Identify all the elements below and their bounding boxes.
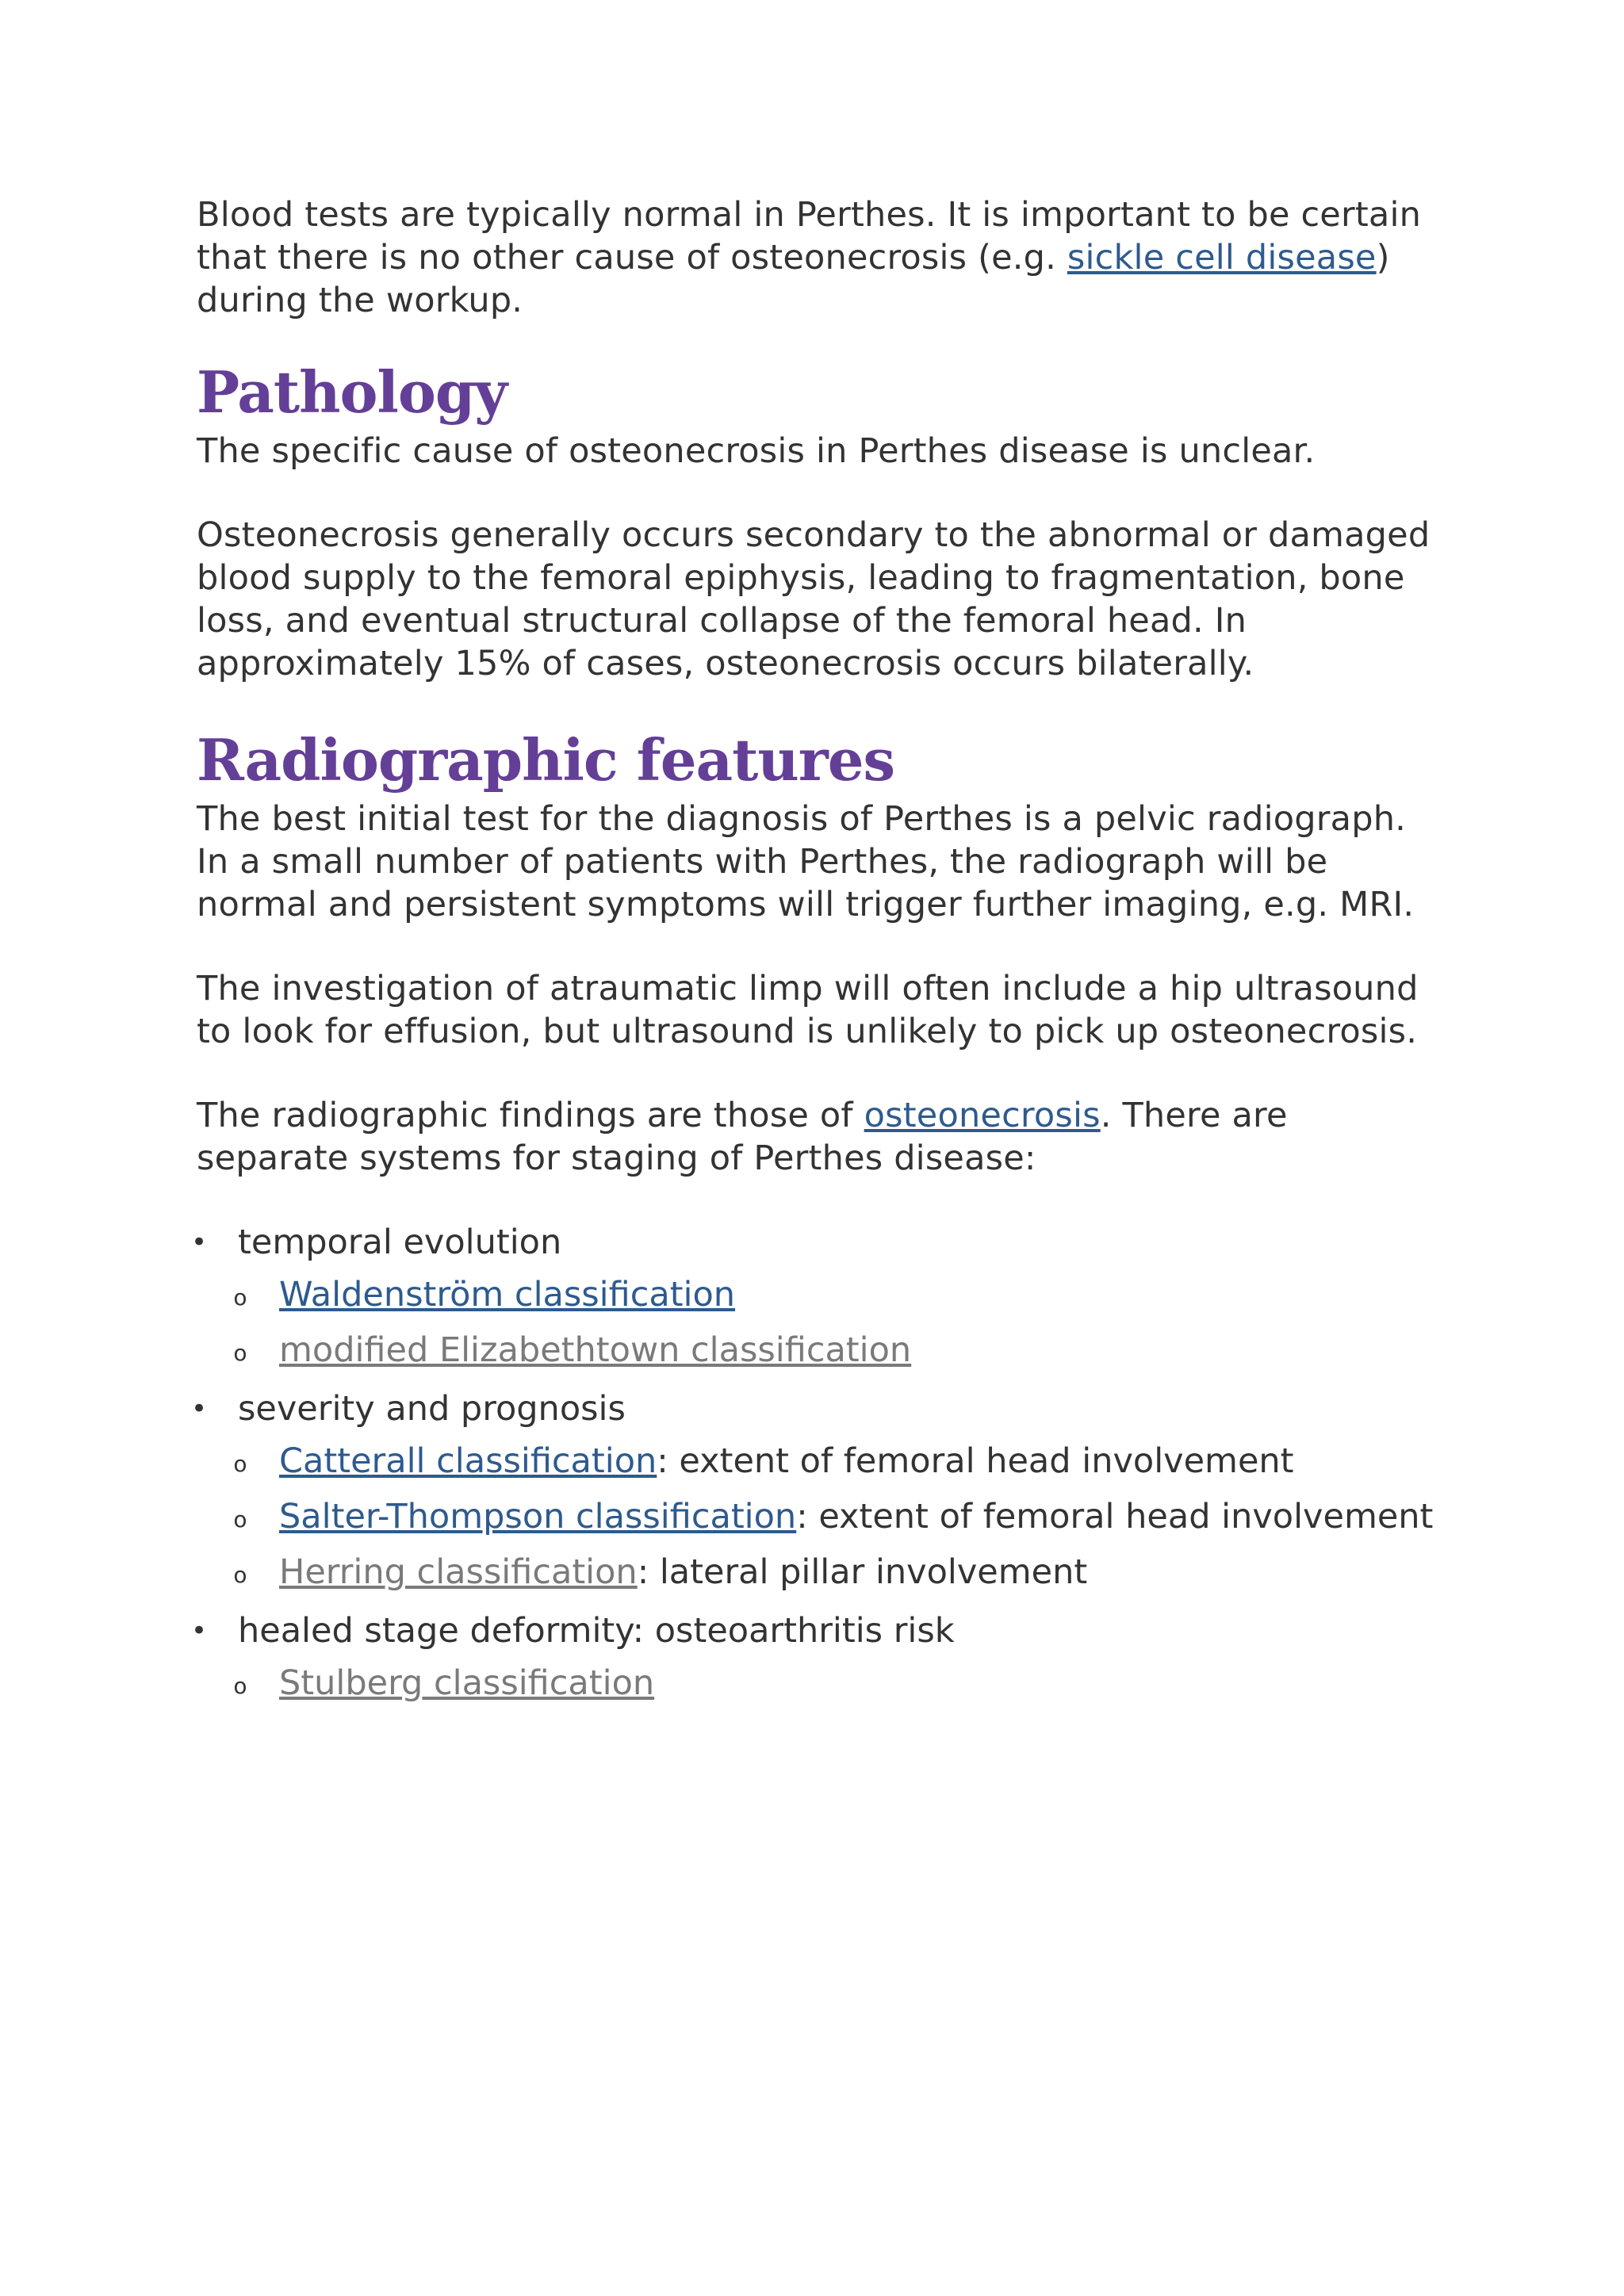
sub-list	[233, 1275, 1434, 1370]
list-item	[190, 1387, 1434, 1592]
modified-elizabethtown-classification-link[interactable]: modified Elizabethtown classification	[279, 1330, 912, 1370]
sickle-cell-disease-link[interactable]: sickle cell disease	[1067, 238, 1377, 277]
sub-list	[233, 1441, 1434, 1592]
osteonecrosis-link[interactable]: osteonecrosis	[864, 1096, 1101, 1135]
salter-thompson-classification-link[interactable]: Salter-Thompson classification	[279, 1497, 797, 1536]
bullet-icon: •	[190, 1615, 208, 1647]
pathology-paragraph-2: Osteonecrosis generally occurs secondary to the abnormal or damaged blood supply to the femoral epiphysis, leading to fragmentation, bone loss, and eventual structural collapse of the femoral head. In approximately 15% of cases, osteonecrosis occurs bilaterally.	[197, 515, 1431, 683]
circle-bullet-icon: o	[233, 1284, 247, 1311]
catterall-classification-link[interactable]: Catterall classification	[279, 1441, 657, 1481]
radiographic-features-heading: Radiographic features	[197, 726, 895, 794]
staging-group-label: temporal evolution	[238, 1223, 562, 1262]
radiographic-text-2: . There are separate systems for staging of Perthes disease:	[197, 1096, 1288, 1178]
list-item	[190, 1221, 1434, 1370]
bullet-icon: •	[190, 1226, 208, 1258]
bullet-icon: •	[190, 1393, 208, 1425]
list-item	[233, 1441, 1434, 1481]
circle-bullet-icon: o	[233, 1562, 247, 1588]
staging-list	[190, 1221, 1434, 1703]
circle-bullet-icon: o	[233, 1340, 247, 1366]
radiographic-paragraph-3	[197, 1094, 1434, 1180]
pathology-heading: Pathology	[197, 358, 508, 426]
item-description: : lateral pillar involvement	[637, 1552, 1088, 1592]
staging-group-label: healed stage deformity: osteoarthritis risk	[238, 1611, 955, 1651]
list-item	[233, 1497, 1434, 1536]
sub-list	[233, 1663, 1434, 1703]
intro-paragraph	[197, 193, 1434, 322]
radiographic-paragraph-2: The investigation of atraumatic limp will often include a hip ultrasound to look for effusion, but ultrasound is unlikely to pick up osteonecrosis.	[197, 969, 1419, 1051]
circle-bullet-icon: o	[233, 1673, 247, 1699]
document-page	[190, 193, 1434, 1720]
intro-text-2: ) during the workup.	[197, 238, 1390, 320]
list-item	[190, 1609, 1434, 1703]
item-description: : extent of femoral head involvement	[796, 1497, 1434, 1536]
item-description: : extent of femoral head involvement	[657, 1441, 1294, 1481]
intro-text-1: Blood tests are typically normal in Perthes. It is important to be certain that there is no other cause of osteonecrosis (e.g.	[197, 195, 1422, 277]
list-item	[233, 1275, 1434, 1314]
staging-group-label: severity and prognosis	[238, 1389, 626, 1429]
waldenstrom-classification-link[interactable]: Waldenström classification	[279, 1275, 736, 1314]
list-item	[233, 1330, 1434, 1370]
radiographic-paragraph-1: The best initial test for the diagnosis of Perthes is a pelvic radiograph. In a small number of patients with Perthes, the radiograph will be normal and persistent symptoms will trigger further imaging, e.g. MRI.	[197, 799, 1415, 924]
circle-bullet-icon: o	[233, 1506, 247, 1533]
stulberg-classification-link[interactable]: Stulberg classification	[279, 1663, 655, 1703]
circle-bullet-icon: o	[233, 1451, 247, 1477]
list-item	[233, 1663, 1434, 1703]
pathology-paragraph-1: The specific cause of osteonecrosis in Perthes disease is unclear.	[197, 431, 1316, 471]
list-item	[233, 1552, 1434, 1592]
radiographic-text-1: The radiographic findings are those of	[197, 1096, 864, 1135]
herring-classification-link[interactable]: Herring classification	[279, 1552, 638, 1592]
